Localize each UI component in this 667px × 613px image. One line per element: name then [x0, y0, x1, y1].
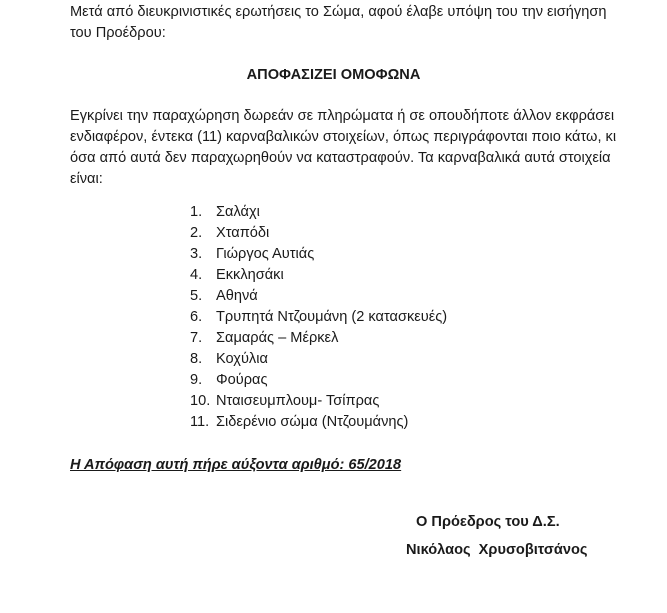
item-text: Σιδερένιο σώμα (Ντζουμάνης) — [216, 414, 409, 430]
item-number: 1. — [190, 204, 203, 220]
item-text: Κοχύλια — [216, 351, 268, 367]
item-text: Νταισευμπλουμ- Τσίπρας — [216, 393, 380, 409]
item-number: 3. — [190, 246, 203, 262]
item-text: Γιώργος Αυτιάς — [216, 246, 315, 262]
decision-number-reference: Η Απόφαση αυτή πήρε αύξοντα αριθμό: 65/2018 — [70, 457, 402, 473]
item-text: Τρυπητά Ντζουμάνη (2 κατασκευές) — [216, 309, 448, 325]
item-text: Αθηνά — [216, 288, 258, 304]
list-item — [190, 328, 447, 349]
intro-paragraph: Μετά από διευκρινιστικές ερωτήσεις το Σώμα, αφού έλαβε υπόψη του την εισήγηση του Προέδρου: — [70, 4, 607, 41]
list-item — [190, 307, 447, 328]
carnival-items-list — [190, 202, 447, 433]
list-item — [190, 412, 447, 433]
item-number: 8. — [190, 351, 203, 367]
item-text: Χταπόδι — [216, 225, 270, 241]
list-item — [190, 202, 447, 223]
list-item — [190, 244, 447, 265]
signature-title: Ο Πρόεδρος του Δ.Σ. — [416, 514, 560, 530]
list-item — [190, 265, 447, 286]
list-item — [190, 391, 447, 412]
item-number: 5. — [190, 288, 203, 304]
list-item — [190, 223, 447, 244]
signature-name: Νικόλαος Χρυσοβιτσάνος — [406, 542, 588, 558]
item-number: 6. — [190, 309, 203, 325]
item-text: Εκκλησάκι — [216, 267, 284, 283]
item-number: 10. — [190, 393, 211, 409]
decision-heading: ΑΠΟΦΑΣΙΖΕΙ ΟΜΟΦΩΝΑ — [246, 67, 421, 83]
item-number: 2. — [190, 225, 203, 241]
item-number: 9. — [190, 372, 203, 388]
item-text: Φούρας — [216, 372, 268, 388]
list-item — [190, 286, 447, 307]
list-item — [190, 370, 447, 391]
item-text: Σαλάχι — [216, 204, 260, 220]
item-number: 7. — [190, 330, 203, 346]
body-paragraph: Εγκρίνει την παραχώρηση δωρεάν σε πληρώματα ή σε οπουδήποτε άλλον εκφράσει ενδιαφέρον, έντεκα (11) καρναβαλικών στοιχείων, όπως περιγράφονται ποιο κάτω, κι όσα από αυτά δεν παραχωρηθούν να καταστραφούν. Τα καρναβαλικά αυτά στοιχεία είναι: — [70, 108, 617, 187]
item-number: 11. — [190, 414, 210, 430]
list-item — [190, 349, 447, 370]
item-number: 4. — [190, 267, 203, 283]
item-text: Σαμαράς – Μέρκελ — [216, 330, 339, 346]
